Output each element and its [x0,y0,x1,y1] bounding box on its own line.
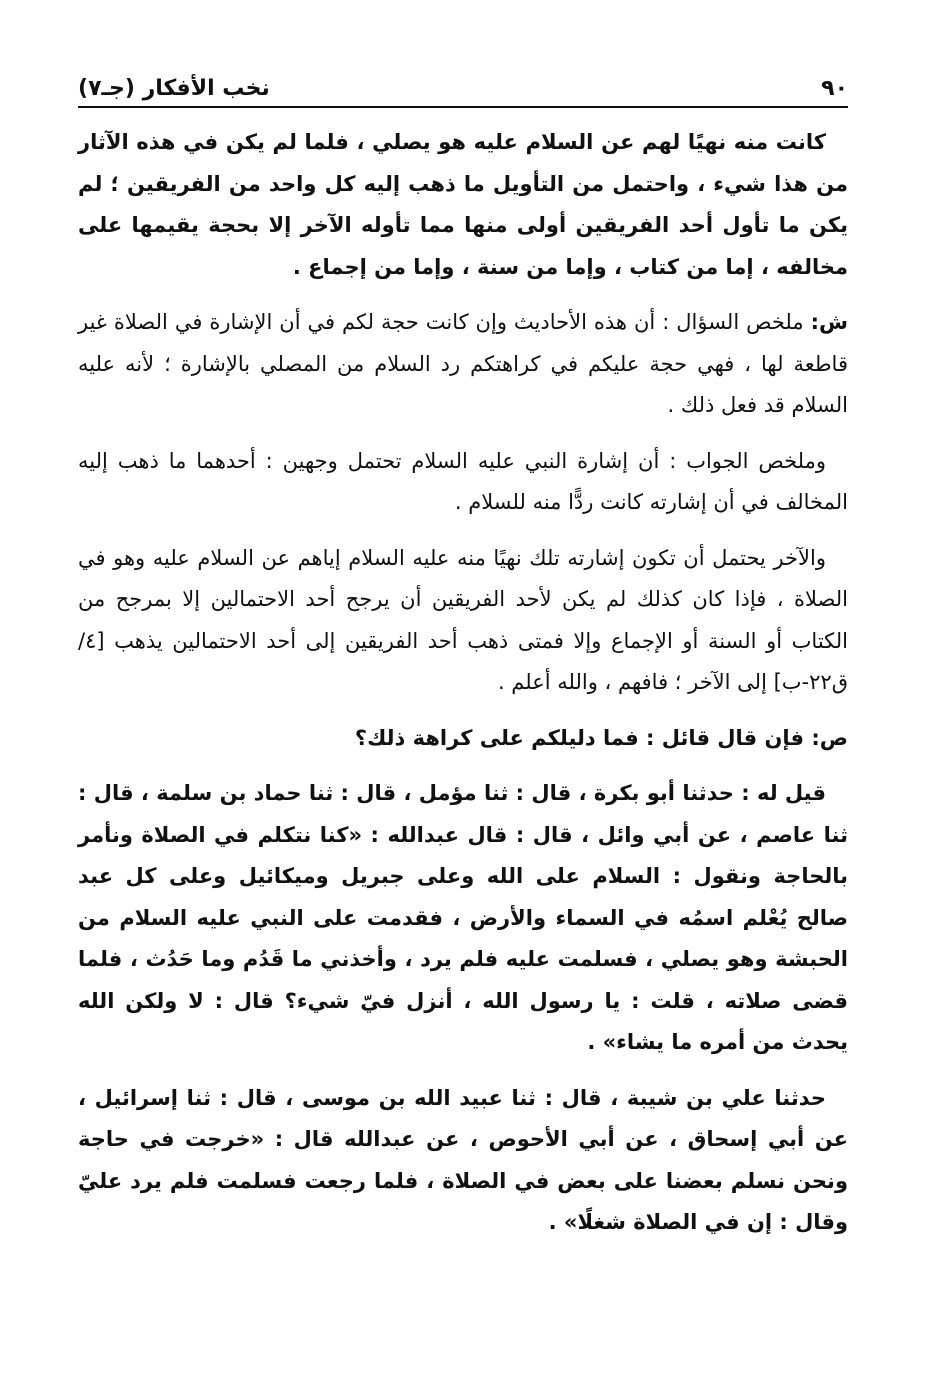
paragraph-1 [78,122,848,288]
paragraph-text: قيل له : حدثنا أبو بكرة ، قال : ثنا مؤمل ، قال : ثنا حماد بن سلمة ، قال : ثنا عاصم ، عن أبي وائل ، قال : قال عبدالله : «كنا نتكلم في الصلاة ونأمر بالحاجة ونقول : السلام على الله وعلى جبريل وميكائيل وعلى كل عبد صالح يُعْلم اسمُه في السماء والأرض ، فقدمت على النبي عليه السلام من الحبشة وهو يصلي ، فسلمت عليه فلم يرد ، وأخذني ما قَدُم وما حَدُث ، فلما قضى صلاته ، قلت : يا رسول الله ، أنزل فيّ شيء؟ قال : لا ولكن الله يحدث من أمره ما يشاء» . [78,781,848,1054]
text-marker: ص: [811,725,848,750]
paragraph-text: وملخص الجواب : أن إشارة النبي عليه السلام تحتمل وجهين : أحدهما ما ذهب إليه المخالف في أن إشارته كانت ردًّا منه للسلام . [78,448,848,514]
paragraph-text: فإن قال قائل : فما دليلكم على كراهة ذلك؟ [354,725,812,750]
paragraph-6 [78,773,848,1064]
book-title: نخب الأفكار (جـ٧) [78,75,270,101]
commentary-marker: ش: [810,310,848,334]
paragraph-text: كانت منه نهيًا لهم عن السلام عليه هو يصلي ، فلما لم يكن في هذه الآثار من هذا شيء ، واحتمل من التأويل ما ذهب إليه كل واحد من الفريقين ؛ لم يكن ما تأول أحد الفريقين أولى منها مما تأوله الآخر إلا بحجة يقيمها على مخالفه ، إما من كتاب ، وإما من سنة ، وإما من إجماع . [78,130,848,279]
paragraph-2 [78,302,848,427]
page-header [78,56,848,108]
paragraph-5 [78,718,848,760]
paragraph-text: والآخر يحتمل أن تكون إشارته تلك نهيًا منه عليه السلام إياهم عن السلام عليه وهو في الصلاة ، فإذا كان كذلك لم يكن لأحد الفريقين أن يرجح أحد الاحتمالين إلا بمرجح من الكتاب أو السنة أو الإجماع وإلا فمتى ذهب أحد الفريقين إلى أحد الاحتمالين يذهب [٤/ ق٢٢-ب] إلى الآخر ؛ فافهم ، والله أعلم . [78,545,848,694]
paragraph-text: ملخص السؤال : أن هذه الأحاديث وإن كانت حجة لكم في أن الإشارة في الصلاة غير قاطعة لها ، فهي حجة عليكم في كراهتكم رد السلام من المصلي بالإشارة ؛ لأنه عليه السلام قد فعل ذلك . [78,310,848,417]
paragraph-4 [78,538,848,704]
page-number: ٩٠ [821,75,848,101]
page-body [78,122,848,1244]
paragraph-7 [78,1078,848,1244]
paragraph-text: حدثنا علي بن شيبة ، قال : ثنا عبيد الله بن موسى ، قال : ثنا إسرائيل ، عن أبي إسحاق ، عن أبي الأحوص ، عن عبدالله قال : «خرجت في حاجة ونحن نسلم بعضنا على بعض في الصلاة ، فلما رجعت فسلمت فلم يرد عليّ وقال : إن في الصلاة شغلًا» . [78,1085,848,1234]
paragraph-3 [78,441,848,524]
book-page [78,56,848,1362]
